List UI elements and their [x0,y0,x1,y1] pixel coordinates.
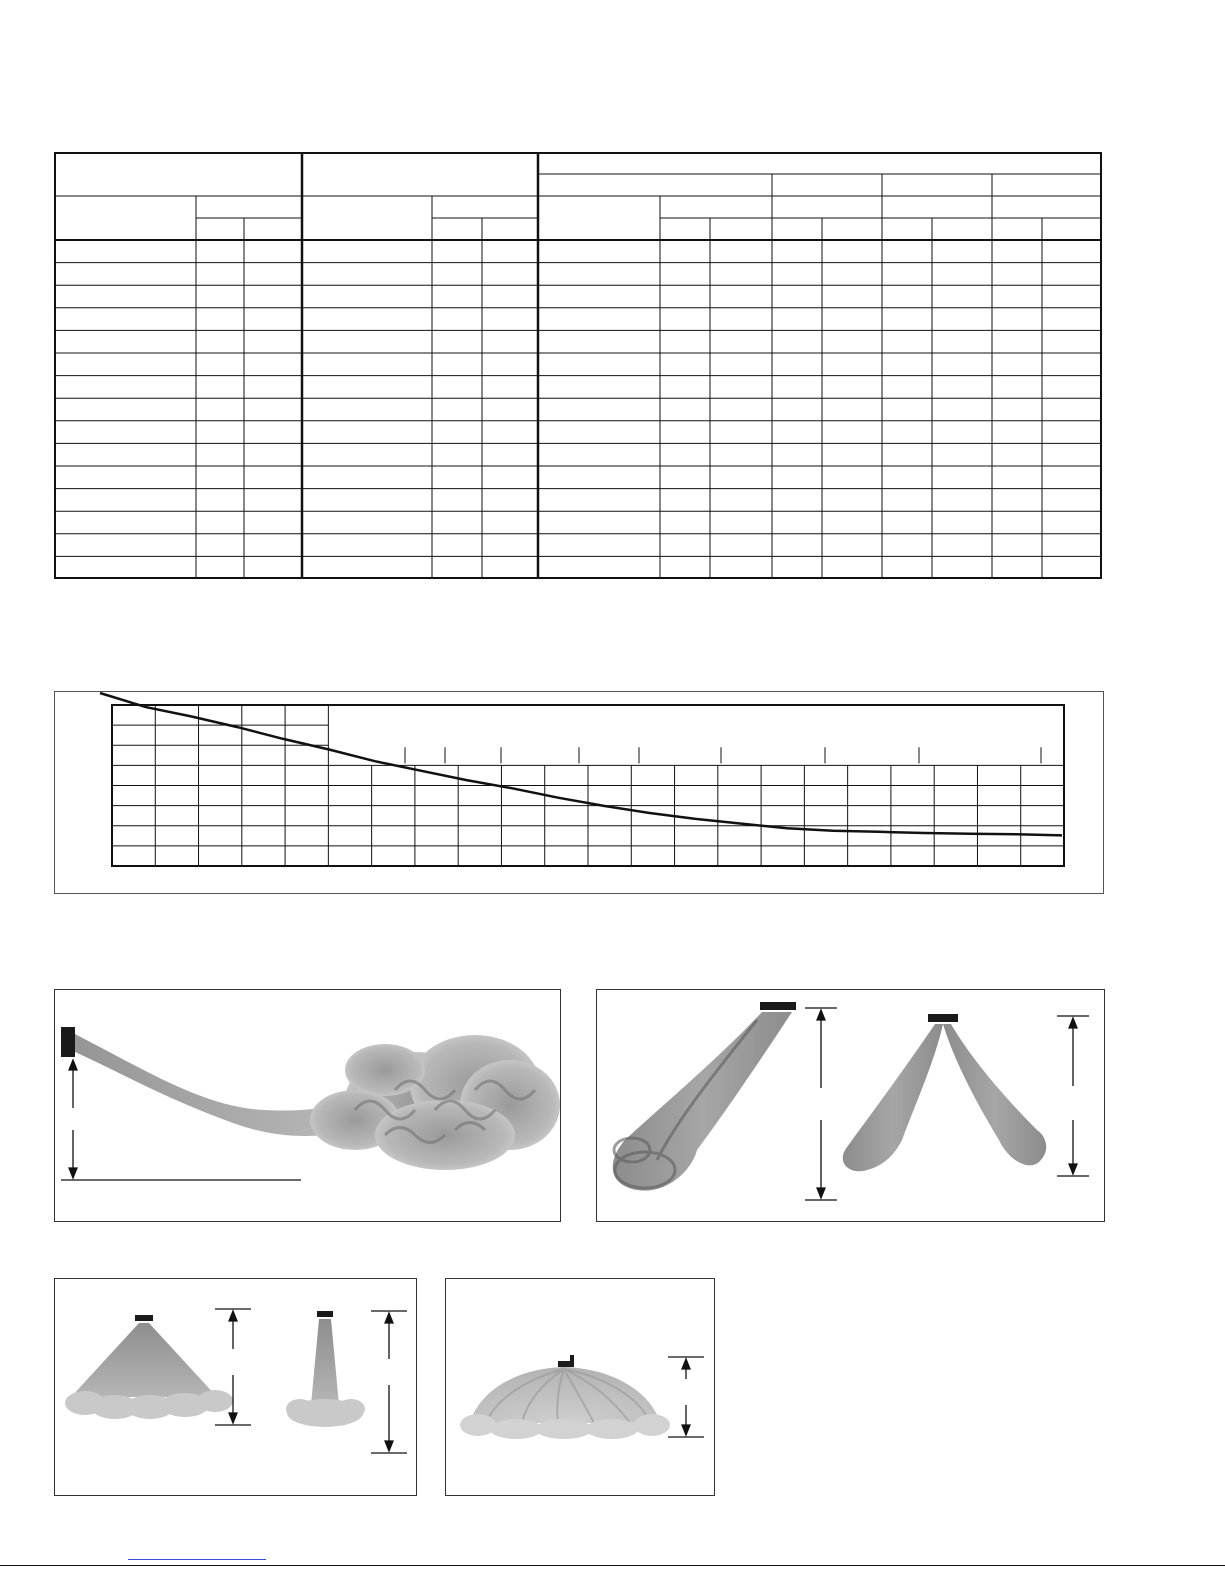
dome-spread-figure [446,1279,715,1496]
diffuser-column [317,1311,333,1317]
column-base-cloud [286,1399,365,1427]
illustration-angled-jets [596,989,1105,1222]
illustration-cone-and-column [54,1278,417,1496]
table-grid [54,152,1102,579]
cone-and-column-figure [55,1279,417,1496]
column-dimension [371,1311,407,1453]
height-dimension-right [1057,1016,1089,1176]
dome-jet [470,1367,660,1423]
air-jet [75,1034,347,1136]
side-wall-throw-figure [55,990,561,1222]
jet-center-left [843,1024,943,1171]
illustration-side-wall-throw [54,989,561,1222]
diffuser-cone [135,1315,153,1321]
angled-jets-figure [597,990,1105,1222]
jet-left [613,1012,792,1191]
diffuser-dome [558,1355,574,1367]
cone-jet [71,1323,217,1397]
dome-dimension [668,1357,704,1437]
performance-table [54,152,1102,579]
chart-frame [54,691,1104,894]
height-dimension-left [805,1008,837,1200]
air-cloud [310,1035,560,1170]
footer-link-underline[interactable] [128,1559,266,1560]
illustration-dome-spread [445,1278,715,1496]
jet-center-right [943,1024,1046,1165]
diffuser-center [928,1014,958,1022]
decay-chart [55,692,1105,895]
diffuser-block [61,1027,75,1057]
chart-series-line [100,693,1062,835]
footer-rule [0,1565,1225,1566]
diffuser-left [760,1002,796,1010]
column-jet [311,1319,339,1405]
